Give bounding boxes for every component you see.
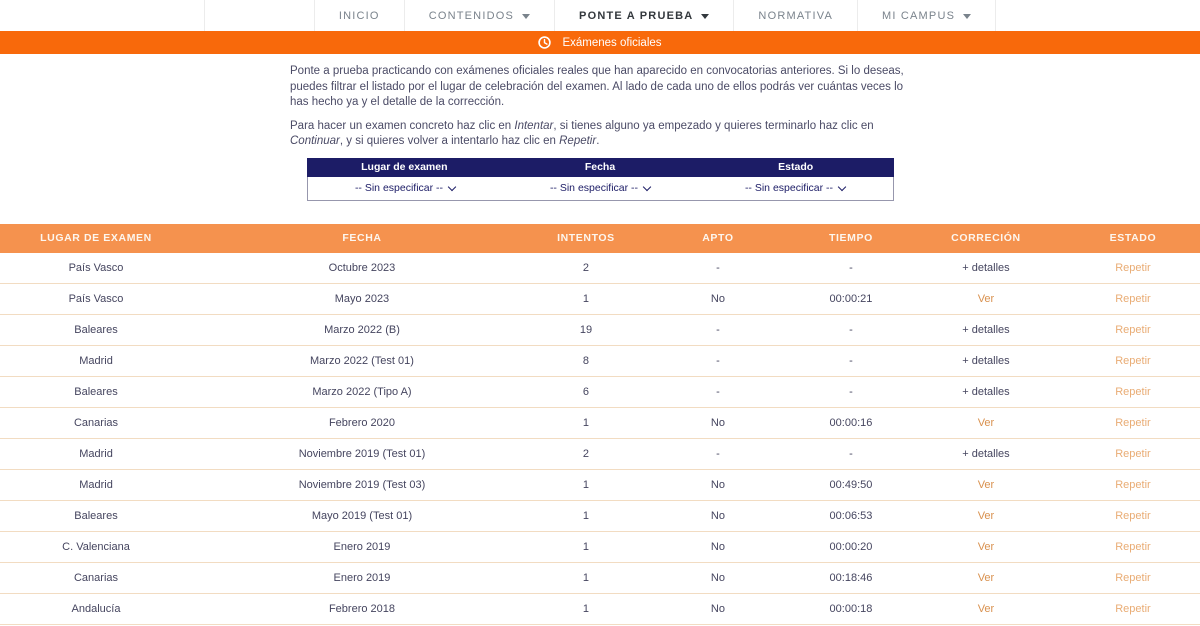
cell-lugar: Madrid bbox=[79, 478, 113, 491]
nav-item-label: CONTENIDOS bbox=[428, 9, 515, 22]
cell-fecha: Enero 2019 bbox=[333, 571, 391, 584]
repetir-link[interactable]: Repetir bbox=[1115, 540, 1151, 553]
repetir-link[interactable]: Repetir bbox=[1115, 354, 1151, 367]
chevron-down-icon bbox=[838, 182, 846, 190]
table-row bbox=[0, 594, 1200, 625]
cell-apto: - bbox=[716, 385, 720, 398]
cell-fecha: Febrero 2018 bbox=[328, 602, 395, 615]
repetir-link[interactable]: Repetir bbox=[1115, 292, 1151, 305]
table-row bbox=[0, 532, 1200, 563]
filter-header-estado: Estado bbox=[778, 161, 814, 173]
cell-tiempo: 00:49:50 bbox=[829, 478, 873, 491]
cell-intentos: 2 bbox=[582, 447, 590, 460]
correccion-link[interactable]: Ver bbox=[977, 416, 995, 429]
filter-header-fecha: Fecha bbox=[584, 161, 616, 173]
cell-intentos: 1 bbox=[582, 540, 590, 553]
correccion-link[interactable]: Ver bbox=[977, 602, 995, 615]
table-row bbox=[0, 439, 1200, 470]
cell-tiempo: 00:00:18 bbox=[829, 602, 873, 615]
cell-fecha: Enero 2019 bbox=[333, 540, 391, 553]
cell-lugar: Baleares bbox=[74, 385, 118, 398]
exams-table-header bbox=[0, 224, 1200, 253]
repetir-link[interactable]: Repetir bbox=[1115, 602, 1151, 615]
cell-apto: - bbox=[716, 447, 720, 460]
table-row bbox=[0, 253, 1200, 284]
correccion-link[interactable]: Ver bbox=[977, 540, 995, 553]
correccion-link[interactable]: Ver bbox=[977, 478, 995, 491]
cell-intentos: 1 bbox=[582, 571, 590, 584]
clock-icon bbox=[538, 36, 551, 49]
filter-controls-row bbox=[307, 177, 894, 201]
chevron-down-icon bbox=[701, 14, 709, 19]
nav-item-inicio[interactable] bbox=[314, 0, 404, 31]
cell-tiempo: - bbox=[849, 261, 853, 274]
col-header-intentos: INTENTOS bbox=[557, 232, 615, 244]
table-row bbox=[0, 501, 1200, 532]
filter-header-lugar: Lugar de examen bbox=[361, 161, 448, 173]
filter-table bbox=[307, 158, 894, 201]
repetir-link[interactable]: Repetir bbox=[1115, 385, 1151, 398]
cell-fecha: Marzo 2022 (Test 01) bbox=[310, 354, 414, 367]
page-banner bbox=[0, 31, 1200, 54]
col-header-tiempo: TIEMPO bbox=[829, 232, 873, 244]
cell-intentos: 6 bbox=[582, 385, 590, 398]
correccion-link[interactable]: Ver bbox=[977, 571, 995, 584]
cell-tiempo: 00:00:20 bbox=[829, 540, 873, 553]
intro-paragraph-1: Ponte a prueba practicando con exámenes oficiales reales que han aparecido en convocatorias anteriores. Si lo deseas, puedes filtrar el listado por el lugar de celebración del examen. Al lado de cada uno de ellos podrás ver cuántas veces lo has hecho ya y el detalle de la corrección. bbox=[290, 65, 904, 108]
nav-item-label: PONTE A PRUEBA bbox=[579, 9, 694, 22]
nav-item-ponte-a-prueba[interactable] bbox=[554, 0, 733, 31]
cell-intentos: 1 bbox=[582, 478, 590, 491]
cell-tiempo: - bbox=[849, 323, 853, 336]
cell-lugar: Canarias bbox=[73, 571, 119, 584]
cell-apto: - bbox=[716, 323, 720, 336]
cell-apto: - bbox=[716, 354, 720, 367]
filter-dropdown-lugar[interactable]: -- Sin especificar -- bbox=[308, 177, 503, 200]
nav-item-label: MI CAMPUS bbox=[881, 9, 956, 22]
cell-lugar: Madrid bbox=[79, 447, 113, 460]
cell-apto: No bbox=[710, 602, 725, 615]
nav-item-mi-campus[interactable] bbox=[857, 0, 996, 31]
cell-apto: - bbox=[716, 261, 720, 274]
cell-tiempo: - bbox=[849, 385, 853, 398]
cell-intentos: 1 bbox=[582, 292, 590, 305]
col-header-estado: ESTADO bbox=[1109, 232, 1157, 244]
cell-lugar: Madrid bbox=[79, 354, 113, 367]
cell-apto: No bbox=[710, 571, 725, 584]
repetir-link[interactable]: Repetir bbox=[1115, 509, 1151, 522]
cell-lugar: C. Valenciana bbox=[62, 540, 130, 553]
cell-intentos: 1 bbox=[582, 602, 590, 615]
cell-fecha: Mayo 2023 bbox=[334, 292, 390, 305]
page-title: Exámenes oficiales bbox=[562, 36, 662, 49]
cell-fecha: Noviembre 2019 (Test 03) bbox=[298, 478, 426, 491]
filter-dropdown-estado[interactable]: -- Sin especificar -- bbox=[698, 177, 893, 200]
cell-fecha: Marzo 2022 (Tipo A) bbox=[312, 385, 412, 398]
cell-fecha: Febrero 2020 bbox=[328, 416, 395, 429]
col-header-correccion: CORRECIÓN bbox=[951, 232, 1021, 244]
table-row bbox=[0, 377, 1200, 408]
col-header-lugar: LUGAR DE EXAMEN bbox=[40, 232, 152, 244]
correccion-link[interactable]: + detalles bbox=[962, 261, 1010, 274]
repetir-link[interactable]: Repetir bbox=[1115, 571, 1151, 584]
nav-item-label: NORMATIVA bbox=[758, 9, 833, 22]
cell-intentos: 1 bbox=[582, 509, 590, 522]
cell-lugar: Canarias bbox=[73, 416, 119, 429]
cell-fecha: Mayo 2019 (Test 01) bbox=[311, 509, 413, 522]
nav-item-label: INICIO bbox=[338, 9, 380, 22]
correccion-link[interactable]: + detalles bbox=[962, 447, 1010, 460]
cell-fecha: Noviembre 2019 (Test 01) bbox=[298, 447, 426, 460]
cell-apto: No bbox=[710, 478, 725, 491]
exams-table bbox=[0, 224, 1200, 625]
cell-tiempo: 00:18:46 bbox=[829, 571, 873, 584]
intro-paragraph-2: Para hacer un examen concreto haz clic en Intentar, si tienes alguno ya empezado y quieres terminarlo haz clic en Continuar, y si quieres volver a intentarlo haz clic en Repetir. bbox=[290, 119, 874, 147]
table-row bbox=[0, 408, 1200, 439]
table-row bbox=[0, 284, 1200, 315]
filter-dropdown-fecha[interactable]: -- Sin especificar -- bbox=[503, 177, 698, 200]
cell-fecha: Octubre 2023 bbox=[328, 261, 396, 274]
correccion-link[interactable]: Ver bbox=[977, 509, 995, 522]
repetir-link[interactable]: Repetir bbox=[1115, 416, 1151, 429]
cell-lugar: Baleares bbox=[74, 509, 118, 522]
nav-item-contenidos[interactable] bbox=[404, 0, 554, 31]
cell-intentos: 2 bbox=[582, 261, 590, 274]
cell-intentos: 8 bbox=[582, 354, 590, 367]
cell-tiempo: 00:00:16 bbox=[829, 416, 873, 429]
col-header-fecha: FECHA bbox=[342, 232, 382, 244]
cell-lugar: País Vasco bbox=[68, 261, 124, 274]
chevron-down-icon bbox=[963, 14, 971, 19]
cell-intentos: 1 bbox=[582, 416, 590, 429]
cell-lugar: Andalucía bbox=[71, 602, 121, 615]
cell-tiempo: - bbox=[849, 447, 853, 460]
cell-tiempo: - bbox=[849, 354, 853, 367]
table-row bbox=[0, 470, 1200, 501]
correccion-link[interactable]: + detalles bbox=[962, 323, 1010, 336]
nav-item-normativa[interactable] bbox=[733, 0, 857, 31]
col-header-apto: APTO bbox=[702, 232, 734, 244]
correccion-link[interactable]: + detalles bbox=[962, 354, 1010, 367]
intro-section bbox=[290, 64, 910, 150]
cell-apto: No bbox=[710, 509, 725, 522]
correccion-link[interactable]: Ver bbox=[977, 292, 995, 305]
cell-tiempo: 00:00:21 bbox=[829, 292, 873, 305]
cell-tiempo: 00:06:53 bbox=[829, 509, 873, 522]
table-row bbox=[0, 563, 1200, 594]
nav-spacer bbox=[204, 0, 314, 31]
top-navigation bbox=[0, 0, 1200, 31]
repetir-link[interactable]: Repetir bbox=[1115, 447, 1151, 460]
repetir-link[interactable]: Repetir bbox=[1115, 261, 1151, 274]
table-row bbox=[0, 315, 1200, 346]
correccion-link[interactable]: + detalles bbox=[962, 385, 1010, 398]
cell-apto: No bbox=[710, 540, 725, 553]
repetir-link[interactable]: Repetir bbox=[1115, 478, 1151, 491]
chevron-down-icon bbox=[522, 14, 530, 19]
cell-apto: No bbox=[710, 416, 725, 429]
chevron-down-icon bbox=[643, 182, 651, 190]
filter-header-row bbox=[307, 158, 894, 177]
cell-lugar: País Vasco bbox=[68, 292, 124, 305]
cell-apto: No bbox=[710, 292, 725, 305]
table-row bbox=[0, 346, 1200, 377]
cell-lugar: Baleares bbox=[74, 323, 118, 336]
cell-fecha: Marzo 2022 (B) bbox=[324, 323, 400, 336]
exams-table-body bbox=[0, 253, 1200, 625]
repetir-link[interactable]: Repetir bbox=[1115, 323, 1151, 336]
chevron-down-icon bbox=[448, 182, 456, 190]
cell-intentos: 19 bbox=[579, 323, 593, 336]
